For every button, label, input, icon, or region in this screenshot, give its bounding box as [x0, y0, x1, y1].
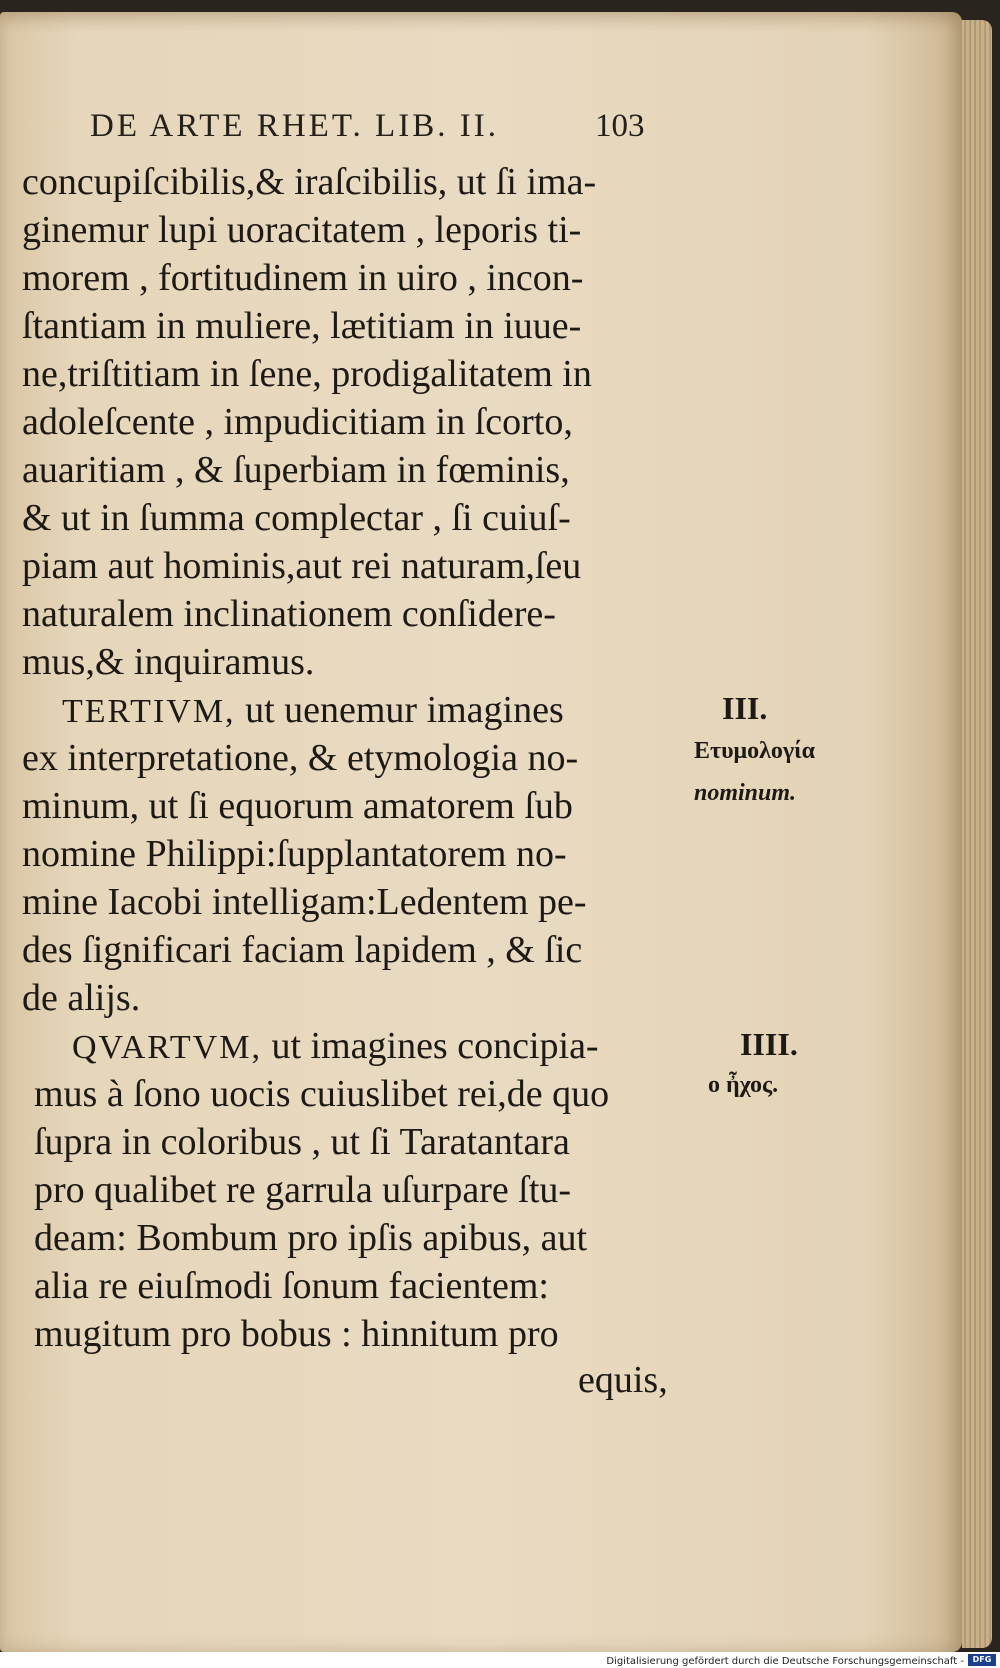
text-line: mus à ſono uocis cuiuslibet rei,de quo [34, 1073, 610, 1115]
section-four-first-line [72, 1022, 732, 1070]
section-three-first-line-rest: ut uenemur imagines [235, 689, 564, 731]
text-line: ginemur lupi uoracitatem , leporis ti- [22, 209, 582, 251]
text-line: ne,triſtitiam in ſene, prodigalitatem in [22, 353, 592, 395]
section-three-first-line [62, 686, 722, 734]
footer-credit-text: Digitalisierung gefördert durch die Deutsche Forschungsgemeinschaft - [606, 1656, 964, 1667]
text-line: adoleſcente , impudicitiam in ſcorto, [22, 401, 573, 443]
section-four-first-line-rest: ut imagines concipia- [261, 1025, 599, 1067]
margin-note-nominum: nominum. [694, 780, 797, 806]
section-four-lead-word: QVARTVM, [72, 1029, 262, 1066]
text-line: morem , fortitudinem in uiro , incon- [22, 257, 584, 299]
catchword: equis, [578, 1359, 668, 1401]
text-line: minum, ut ſi equorum amatorem ſub [22, 785, 573, 827]
text-line: auaritiam , & ſuperbiam in fœminis, [22, 449, 570, 491]
text-line: concupiſcibilis,& iraſcibilis, ut ſi ima- [22, 161, 597, 203]
text-line: des ſignificari faciam lapidem , & ſic [22, 929, 583, 971]
text-line: ſupra in coloribus , ut ſi Taratantara [34, 1121, 570, 1163]
text-line: ſtantiam in muliere, lætitiam in iuue- [22, 305, 582, 347]
margin-note-greek-sound: ο ἦχος. [708, 1072, 779, 1098]
footer-credit-bar [0, 1652, 1000, 1668]
section-three-lead-word: TERTIVM, [62, 693, 236, 730]
page-number: 103 [595, 108, 645, 144]
text-line: alia re eiuſmodi ſonum facientem: [34, 1265, 549, 1307]
text-line: mus,& inquiramus. [22, 641, 315, 683]
text-line: de alijs. [22, 977, 141, 1019]
margin-number-four: IIII. [740, 1026, 798, 1062]
text-line: & ut in ſumma complectar , ſi cuiuſ- [22, 497, 571, 539]
text-line: mine Iacobi intelligam:Ledentem pe- [22, 881, 587, 923]
margin-note-greek-etymology: Ετυμολογία [694, 738, 815, 764]
text-line: pro qualibet re garrula uſurpare ſtu- [34, 1169, 572, 1211]
text-line: deam: Bombum pro ipſis apibus, aut [34, 1217, 588, 1259]
text-line: piam aut hominis,aut rei naturam,ſeu [22, 545, 582, 587]
text-line: mugitum pro bobus : hinnitum pro [34, 1313, 559, 1355]
page-edges [962, 20, 992, 1648]
margin-number-three: III. [722, 690, 768, 726]
text-line: ex interpretatione, & etymologia no- [22, 737, 579, 779]
running-header [90, 108, 670, 148]
dfg-logo: DFG [968, 1654, 996, 1666]
text-line: nomine Philippi:ſupplantatorem no- [22, 833, 567, 875]
running-title: DE ARTE RHET. LIB. II. [90, 108, 499, 144]
text-line: naturalem inclinationem conſidere- [22, 593, 556, 635]
